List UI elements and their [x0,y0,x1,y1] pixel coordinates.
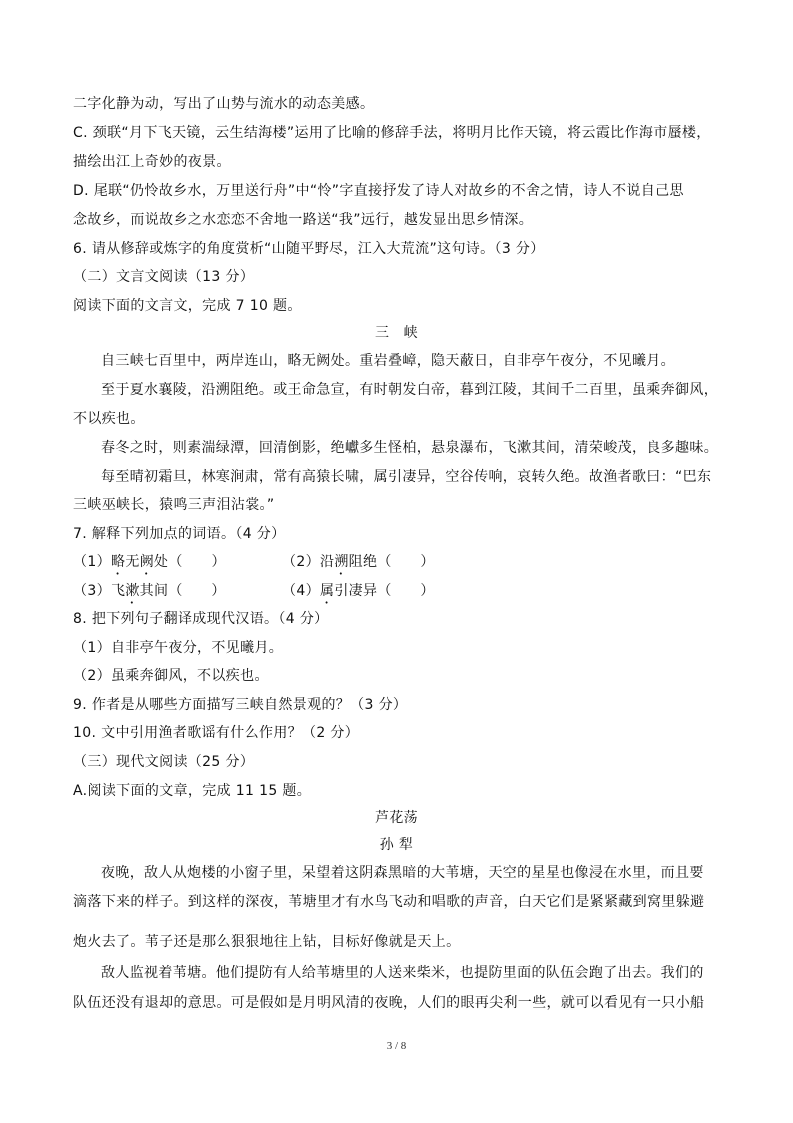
question-8: 8. 把下列句子翻译成现代汉语。（4 分） [73,611,329,627]
instruction-line: A.阅读下面的文章，完成 11 15 题。 [73,783,312,799]
text-line: 二字化静为动，写出了山势与流水的动态美感。 [73,96,375,112]
passage-title: 三 峡 [374,325,419,341]
q7-item-2: （2）沿溯阻绝（ ） [282,554,435,570]
question-7: 7. 解释下列加点的词语。（4 分） [73,526,286,542]
passage-line: 三峡巫峡长，猿鸣三声泪沾裳。” [73,497,275,513]
article-line: 队伍还没有退却的意思。可是假如是月明风清的夜晚，人们的眼再尖利一些，就可以看见有一只小船 [73,995,705,1011]
question-9: 9. 作者是从哪些方面描写三峡自然景观的？（3 分） [73,697,408,713]
option-d-line: D. 尾联“仍怜故乡水，万里送行舟”中“怜”字直接抒发了诗人对故乡的不舍之情，诗人不说自己思 [73,183,684,199]
question-6: 6. 请从修辞或炼字的角度赏析“山随平野尽，江入大荒流”这句诗。（3 分） [73,241,545,257]
article-line: 夜晚，敌人从炮楼的小窗子里，呆望着这阴森黑暗的大苇塘，天空的星星也像浸在水里，而且要 [101,865,704,881]
text-line: 描绘出江上奇妙的夜景。 [73,154,231,170]
section-heading: （三）现代文阅读（25 分） [73,754,255,770]
passage-line: 春冬之时，则素湍绿潭，回清倒影，绝巘多生怪柏，悬泉瀑布，飞漱其间，清荣峻茂，良多趣味。 [101,440,719,456]
passage-line: 不以疾也。 [73,411,145,427]
option-c-line: C. 颈联“月下飞天镜，云生结海楼”运用了比喻的修辞手法，将明月比作天镜，将云霞比作海市蜃楼， [73,125,711,141]
instruction-line: 阅读下面的文言文，完成 7 10 题。 [73,298,302,314]
passage-line: 至于夏水襄陵，沿溯阻绝。或王命急宣，有时朝发白帝，暮到江陵，其间千二百里，虽乘奔御风， [101,382,719,398]
article-line: 滴落下来的样子。到这样的深夜，苇塘里才有水鸟飞动和唱歌的声音，白天它们是紧紧藏到窝里躲避 [73,894,705,910]
question-10: 10. 文中引用渔者歌谣有什么作用？（2 分） [73,725,360,741]
q7-item-1: （1）略无阙处（ ） [73,554,226,570]
q8-item-2: （2）虽乘奔御风，不以疾也。 [73,668,269,684]
page-number: 3 / 8 [386,1040,407,1052]
q7-item-3: （3）飞漱其间（ ） [73,583,226,599]
section-heading: （二）文言文阅读（13 分） [73,269,255,285]
article-title: 芦花荡 [374,810,419,826]
passage-line: 每至晴初霜旦，林寒涧肃，常有高猿长啸，属引凄异，空谷传响，哀转久绝。故渔者歌曰：“巴东 [101,469,712,485]
text-line: 念故乡，而说故乡之水恋恋不舍地一路送“我”远行，越发显出思乡情深。 [73,212,534,228]
article-line: 炮火去了。苇子还是那么狠狠地往上钻，目标好像就是天上。 [73,934,461,950]
article-author: 孙 犁 [379,837,414,853]
passage-line: 自三峡七百里中，两岸连山，略无阙处。重岩叠嶂，隐天蔽日，自非亭午夜分，不见曦月。 [101,353,675,369]
q8-item-1: （1）自非亭午夜分，不见曦月。 [73,640,284,656]
q7-item-4: （4）属引凄异（ ） [282,583,435,599]
article-line: 敌人监视着苇塘。他们提防有人给苇塘里的人送来柴米，也提防里面的队伍会跑了出去。我们的 [101,965,704,981]
